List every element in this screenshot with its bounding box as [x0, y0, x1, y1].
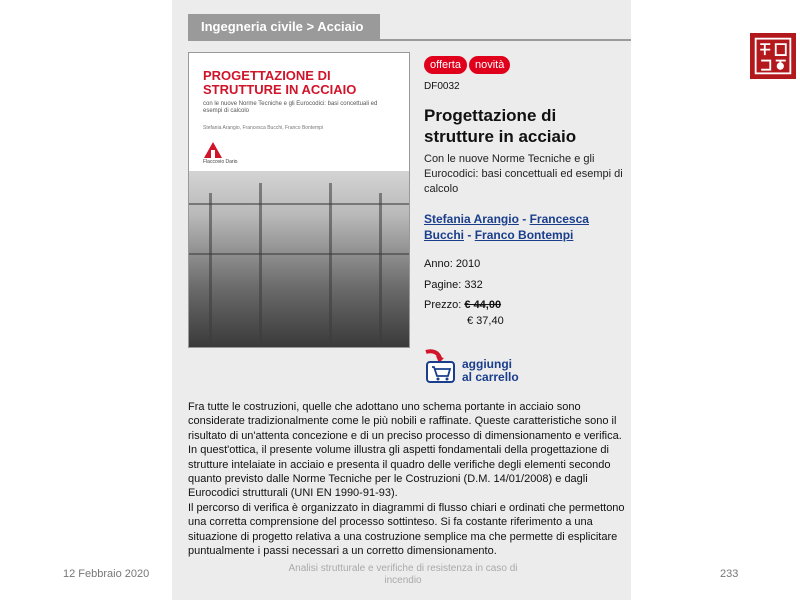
old-price: € 44,00: [464, 299, 502, 311]
description-paragraph: Il percorso di verifica è organizzato in diagrammi di flusso chiari e ordinati che permettono una corretta comprensione del processo sottinteso. Si fa costante riferimento a una situazione di progetto relativa a una costruzione semplice ma che permette di esplicitare puntualmente i passi necessari a un corretto dimensionamento.: [188, 501, 625, 558]
author-separator: -: [464, 228, 475, 242]
description-paragraph: In quest'ottica, il presente volume illustra gli aspetti fondamentali della progettazione di strutture intelaiate in acciaio e presenta il quadro delle verifiche degli elementi secondo quanto previsto dalle Norme Tecniche per le Costruzioni (D.M. 14/01/2008) e dagli Eurocodici strutturali (UNI EN 1990-91-93).: [188, 444, 611, 500]
product-badges: [424, 55, 512, 75]
book-cover-image[interactable]: [188, 52, 410, 348]
description-paragraph: Fra tutte le costruzioni, quelle che adottano uno schema portante in acciaio sono considerate tradizionalmente come le più nobili e raffinate. Queste caratteristiche sono il risultato di un'attenta concezione e di un preciso processo di dimensionamento e verifica.: [188, 401, 622, 442]
author-list: [424, 211, 629, 243]
footer-title: Analisi strutturale e verifiche di resistenza in caso di incendio: [288, 563, 518, 586]
new-price: € 37,40: [467, 315, 504, 327]
cover-beam: [379, 193, 382, 348]
add-to-cart-line2: al carrello: [462, 370, 519, 384]
author-link[interactable]: Francesca Bucchi: [424, 212, 589, 242]
category-breadcrumb[interactable]: Ingegneria civile > Acciaio: [188, 14, 380, 40]
cover-beam: [189, 203, 410, 205]
author-link[interactable]: Stefania Arangio: [424, 212, 519, 226]
pages-label: Pagine:: [424, 279, 462, 291]
year-row: [424, 258, 480, 270]
cover-beam: [189, 253, 410, 255]
cover-beam: [259, 183, 262, 348]
offer-badge: offerta: [424, 56, 467, 74]
cover-subtitle: con le nuove Norme Tecniche e gli Eurocodici: basi concettuali ed esempi di calcolo: [203, 101, 378, 114]
product-title: Progettazione di strutture in acciaio: [424, 106, 577, 146]
pages-value: 332: [464, 279, 483, 291]
cover-publisher: Flaccovio Dario: [203, 159, 238, 165]
price-row: [424, 299, 501, 311]
pages-row: [424, 279, 483, 291]
add-to-cart-line1: aggiungi: [462, 357, 512, 371]
year-value: 2010: [455, 258, 481, 270]
price-label: Prezzo:: [424, 299, 462, 311]
product-description: [188, 400, 628, 558]
author-separator: -: [518, 212, 530, 226]
add-to-cart-button[interactable]: [424, 348, 534, 388]
footer-date: 12 Febbraio 2020: [63, 568, 150, 580]
cover-title: PROGETTAZIONE DI STRUTTURE IN ACCIAIO: [203, 68, 357, 97]
cart-icon: [424, 348, 458, 384]
product-subtitle: Con le nuove Norme Tecniche e gli Eurocodici: basi concettuali ed esempi di calcolo: [424, 153, 623, 195]
cover-beam: [329, 183, 332, 348]
author-link[interactable]: Franco Bontempi: [474, 228, 574, 242]
add-to-cart-label[interactable]: [462, 358, 519, 384]
cover-authors: Stefania Arangio, Francesca Bucchi, Franco Bontempi: [203, 125, 324, 131]
new-badge: novità: [469, 56, 510, 74]
cover-beam: [209, 193, 212, 348]
page-number: 233: [720, 568, 739, 580]
category-divider: [188, 39, 631, 41]
publisher-logo-icon: [203, 141, 223, 159]
university-seal-icon: [750, 33, 796, 79]
year-label: Anno:: [424, 258, 453, 270]
product-code: DF0032: [424, 81, 460, 92]
